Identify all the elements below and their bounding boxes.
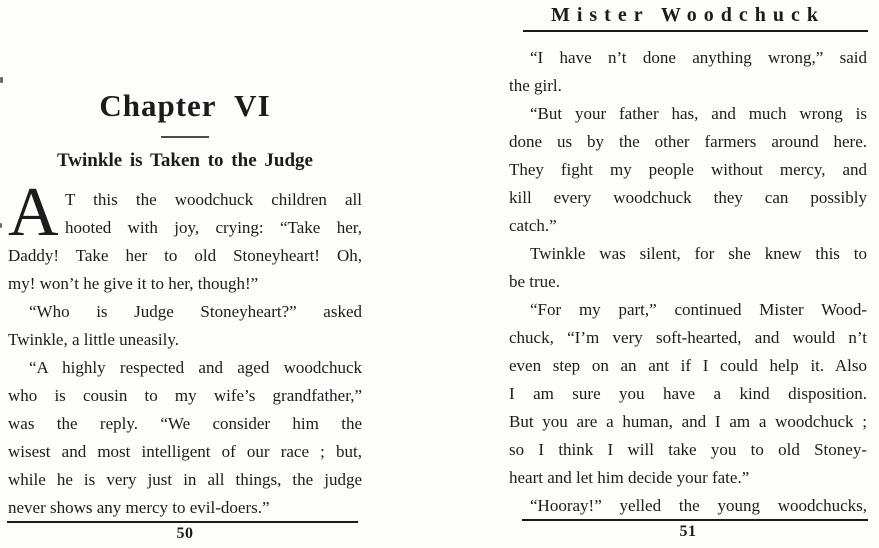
text-line: be true. [509,272,560,291]
right-page [509,0,867,548]
text-line: They fight my people without mercy, and [509,160,867,179]
text-line: “Hooray!” yelled the young woodchucks, [530,496,867,515]
text-line: “For my part,” continued Mister Wood- [530,300,867,319]
text-line: Twinkle was silent, for she knew this to [530,244,867,263]
section-title: Twinkle is Taken to the Judge [57,150,313,171]
scan-speck [0,77,3,83]
text-line: Twinkle, a little uneasily. [8,330,179,349]
text-line: “Who is Judge Stoneyheart?” asked [29,302,362,321]
text-line: catch.” [509,216,557,235]
page-number-right: 51 [679,523,697,540]
right-page-body [509,44,867,520]
text-line: heart and let him decide your fate.” [509,468,750,487]
chapter-heading: Chapter VI [99,88,271,123]
drop-cap: A [8,174,59,251]
text-line: hooted with joy, crying: “Take her, [65,218,362,237]
text-line: kill every woodchuck they can possibly [509,188,867,207]
text-line: the girl. [509,76,562,95]
page-number-left: 50 [176,525,194,542]
text-line: “But your father has, and much wrong is [530,104,867,123]
text-line: while he is very just in all things, the judge [8,470,362,489]
text-line: But you are a human, and I am a woodchuck ; [509,412,867,431]
footer-rule [522,519,868,521]
text-line: never shows any mercy to evil-doers.” [8,498,270,517]
left-page [8,0,362,548]
text-line: even step on an ant if I could help it. Also [509,356,867,375]
chapter-heading-rule [161,136,209,138]
running-header: Mister Woodchuck [550,4,826,26]
text-line: I am sure you have a kind disposition. [509,384,867,403]
scan-speck [0,223,2,228]
text-line: “I have n’t done anything wrong,” said [530,48,867,67]
left-page-body [8,174,362,522]
text-line: T this the woodchuck children all [65,190,362,209]
text-line: Daddy! Take her to old Stoneyheart! Oh, [8,246,362,265]
text-line: was the reply. “We consider him the [8,414,362,433]
text-line: chuck, “I’m very soft-hearted, and would n’t [509,328,867,347]
text-line: done us by the other farmers around here. [509,132,867,151]
text-line: who is cousin to my wife’s grandfather,” [8,386,362,405]
text-line: “A highly respected and aged woodchuck [29,358,362,377]
text-line: my! won’t he give it to her, though!” [8,274,259,293]
footer-rule [7,521,358,523]
running-header-rule [523,30,868,32]
text-line: so I think I will take you to old Stoney- [509,440,867,459]
text-line: wisest and most intelligent of our race ; but, [8,442,362,461]
